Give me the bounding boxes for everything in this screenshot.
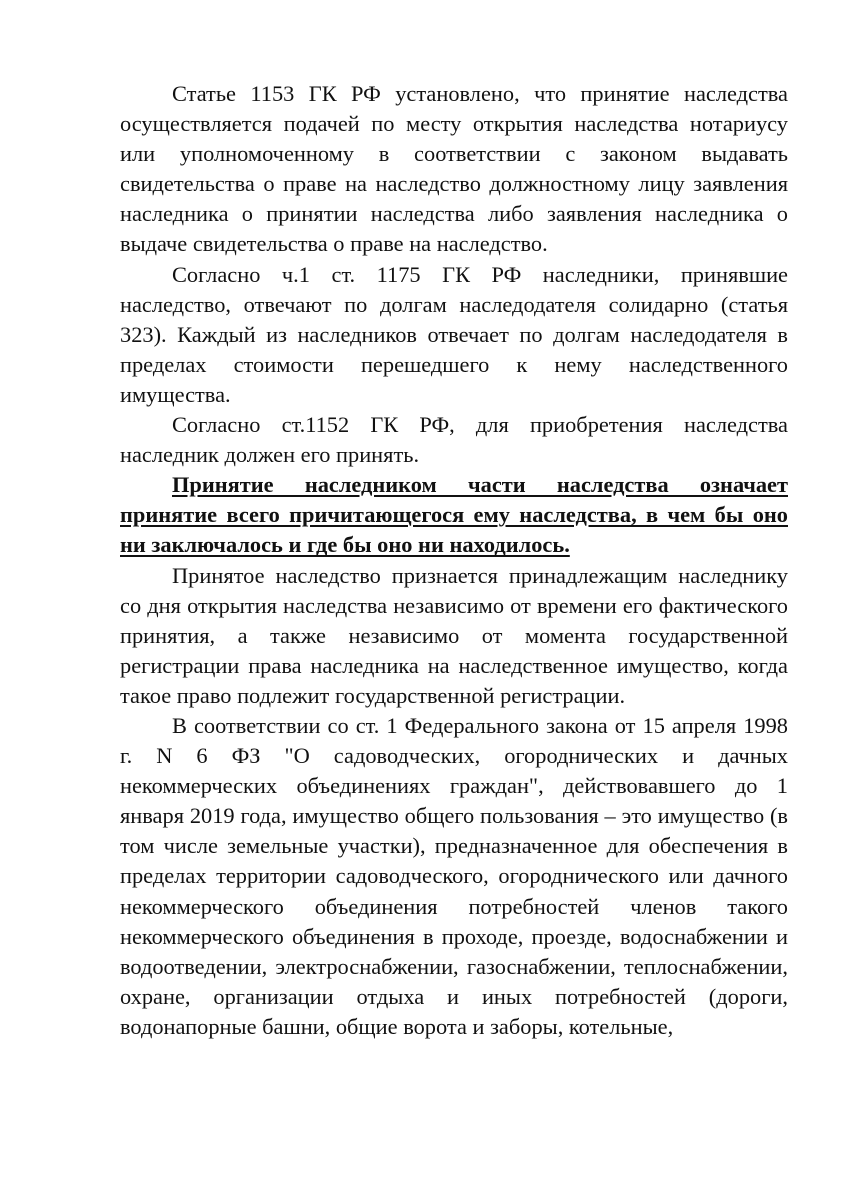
paragraph-acceptance-requirement: Согласно ст.1152 ГК РФ, для приобретения наследства наследник должен его принять.	[120, 412, 788, 468]
paragraph-ownership-from-opening-date: Принятое наследство признается принадлежащим наследнику со дня открытия наследства независимо от времени его фактического принятия, а также независимо от момента государственной регистрации права наследника на наследственное имущество, когда такое право подлежит государственной регистрации.	[120, 562, 788, 708]
paragraph-heirs-debt-liability: Согласно ч.1 ст. 1175 ГК РФ наследники, принявшие наследство, отвечают по долгам наследодателя солидарно (статья 323). Каждый из наследников отвечает по долгам наследодателя в пределах стоимости перешедшего к нему наследственного имущества.	[120, 261, 788, 407]
document-body	[120, 79, 788, 1042]
paragraph-inheritance-acceptance-procedure: Статье 1153 ГК РФ установлено, что принятие наследства осуществляется подачей по месту открытия наследства нотариусу или уполномоченному в соответствии с законом выдавать свидетельства о праве на наследство должностному лицу заявления наследника о принятии наследства либо заявления наследника о выдаче свидетельства о праве на наследство.	[120, 81, 788, 257]
paragraph-common-property-definition: В соответствии со ст. 1 Федерального закона от 15 апреля 1998 г. N 6 ФЗ "О садоводческих, огороднических и дачных некоммерческих объединениях граждан", действовавшего до 1 января 2019 года, имущество общего пользования – это имущество (в том числе земельные участки), предназначенное для обеспечения в пределах территории садоводческого, огороднического или дачного некоммерческого объединения потребностей членов такого некоммерческого объединения в проходе, проезде, водоснабжении и водоотведении, электроснабжении, газоснабжении, теплоснабжении, охране, организации отдыха и иных потребностей (дороги, водонапорные башни, общие ворота и заборы, котельные,	[120, 712, 788, 1039]
paragraph-partial-acceptance-emphasis: Принятие наследником части наследства означает принятие всего причитающегося ему наследства, в чем бы оно ни заключалось и где бы оно ни находилось.	[120, 472, 788, 558]
